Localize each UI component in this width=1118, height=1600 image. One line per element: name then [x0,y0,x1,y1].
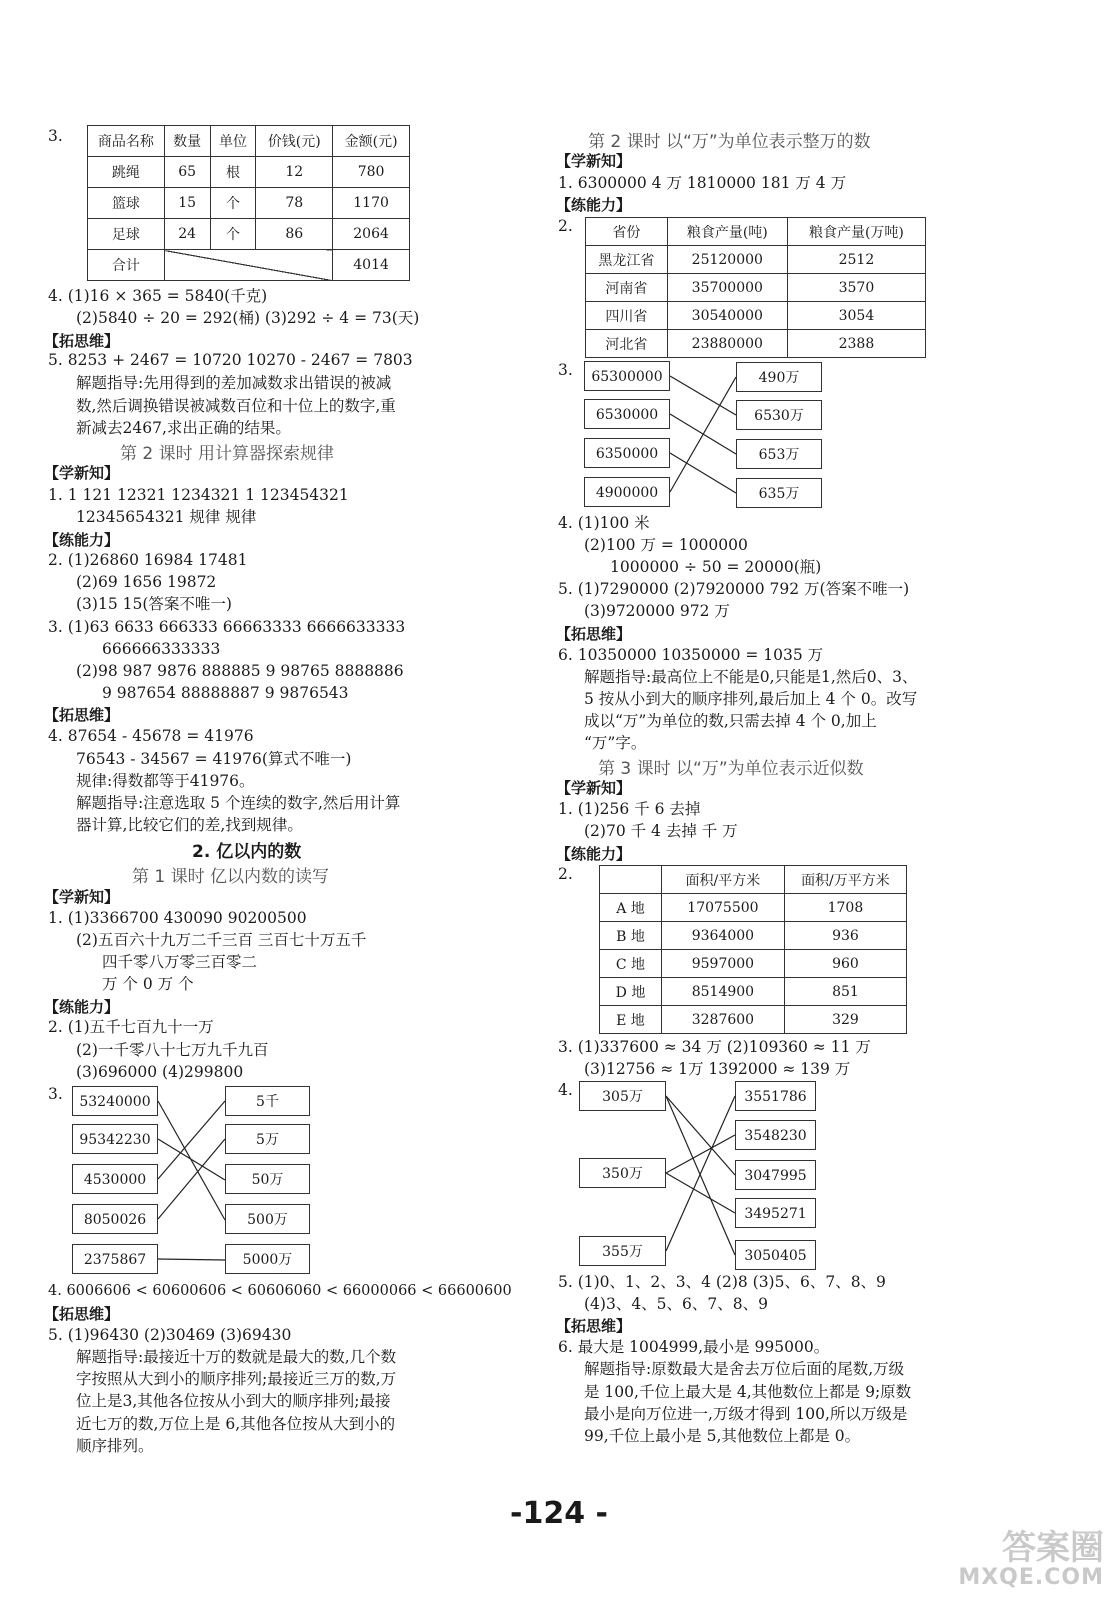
table-cell: 936 [784,922,906,950]
page-number: -124 - [510,1496,608,1531]
section-heading: 【学新知】 [44,888,120,906]
table-cell: 3054 [787,302,925,330]
section-heading: 【拓思维】 [556,1317,632,1335]
section-heading: 【拓思维】 [556,625,632,643]
text-line: 4. 87654 - 45678 = 41976 [48,727,254,745]
text-line: 解题指导:先用得到的差加减数求出错误的被减 [76,374,392,392]
match-line [666,1135,735,1173]
table-cell: 河南省 [586,274,668,302]
section-heading: 【练能力】 [556,196,632,214]
match-box-unit: 350万 [579,1158,666,1188]
text-line: 1. 1 121 12321 1234321 1 123454321 [48,486,349,504]
q3-label: 3. [48,127,63,145]
section-heading: 【练能力】 [44,531,120,549]
match-box-number: 3551786 [735,1081,816,1111]
lesson-title: 第 3 课时 以“万”为单位表示近似数 [598,759,864,779]
table-cell: 黑龙江省 [586,246,668,274]
text-line: (2)69 1656 19872 [76,573,217,591]
match-box-unit: 500万 [225,1204,310,1234]
match-box-unit: 5000万 [225,1244,310,1274]
table-cell: E 地 [600,1006,662,1034]
text-line: 1. (1)256 千 6 去掉 [558,800,701,818]
text-line: 2. [558,217,573,235]
text-line: 76543 - 34567 = 41976(算式不唯一) [76,750,352,768]
text-line: 5. (1)0、1、2、3、4 (2)8 (3)5、6、7、8、9 [558,1273,886,1291]
text-line: (3)9720000 972 万 [584,602,730,620]
table-cell: A 地 [600,894,662,922]
text-line: (2)5840 ÷ 20 = 292(桶) (3)292 ÷ 4 = 73(天) [76,309,420,327]
watermark [958,1530,1104,1590]
match-box-unit: 5千 [225,1086,310,1116]
match-box-unit: 305万 [579,1081,666,1111]
text-line: 5. 8253 + 2467 = 10720 10270 - 2467 = 7803 [48,351,413,369]
table-header: 粮食产量(万吨) [787,218,925,246]
table-cell: 9597000 [661,950,784,978]
text-line: (3)12756 ≈ 1万 1392000 ≈ 139 万 [584,1060,851,1078]
table-header: 商品名称 [88,126,165,157]
table-cell: 四川省 [586,302,668,330]
match-box-unit: 490万 [736,362,822,392]
text-line: 字按照从大到小的顺序排列;最接近三万的数,万 [76,1370,397,1388]
table-cell: 9364000 [661,922,784,950]
table-header: 面积/万平方米 [784,866,906,894]
table-cell: 2388 [787,330,925,358]
match-box-unit: 635万 [736,478,822,508]
table-cell: 329 [784,1006,906,1034]
section-heading: 【练能力】 [44,998,120,1016]
text-line: (2)五百六十九万二千三百 三百七十万五千 [76,931,367,949]
match-box-unit: 5万 [225,1124,310,1154]
table-cell: C 地 [600,950,662,978]
text-line: 位上是3,其他各位按从小到大的顺序排列;最接 [76,1392,391,1410]
table-cell: 篮球 [88,188,165,219]
table-cell: 个 [210,219,256,250]
table-cell: 12 [256,157,333,188]
text-line: 2. [558,865,573,883]
match-box-unit: 653万 [736,439,822,469]
table-cell: 8514900 [661,978,784,1006]
table-cell: 17075500 [661,894,784,922]
table-cell: 25120000 [667,246,787,274]
table-cell: 河北省 [586,330,668,358]
text-line: 5 按从小到大的顺序排列,最后加上 4 个 0。改写 [584,690,918,708]
text-line: 万 个 0 万 个 [102,975,194,993]
text-line: (4)3、4、5、6、7、8、9 [584,1295,768,1313]
table-cell: D 地 [600,978,662,1006]
match-line [666,1096,735,1175]
text-line: (3)696000 (4)299800 [76,1063,244,1081]
lesson-title: 第 1 课时 亿以内数的读写 [132,867,330,887]
table-cell: 960 [784,950,906,978]
text-line: 3. (1)337600 ≈ 34 万 (2)109360 ≈ 11 万 [558,1038,871,1056]
text-line: 4. (1)16 × 365 = 5840(千克) [48,287,268,305]
text-line: 顺序排列。 [76,1437,154,1455]
text-line: 3. [48,1085,63,1103]
text-line: 5. (1)96430 (2)30469 (3)69430 [48,1326,292,1344]
table-cell: 合计 [88,250,165,281]
table-cell: 跳绳 [88,157,165,188]
match-box-number: 3495271 [735,1198,816,1228]
table-cell: 3570 [787,274,925,302]
text-line: 666666333333 [102,640,221,658]
table-cell: 23880000 [667,330,787,358]
text-line: 5. (1)7290000 (2)7920000 792 万(答案不唯一) [558,580,910,598]
text-line: 1000000 ÷ 50 = 20000(瓶) [610,558,822,576]
table-cell: 根 [210,157,256,188]
match-line [666,1173,735,1213]
text-line: 4. (1)100 米 [558,514,650,532]
table-header: 粮食产量(吨) [667,218,787,246]
text-line: 解题指导:注意选取 5 个连续的数字,然后用计算 [76,794,401,812]
table-header: 单位 [210,126,256,157]
lesson-title: 第 2 课时 用计算器探索规律 [120,444,335,464]
match-box-number: 4900000 [584,477,670,507]
table-header: 价钱(元) [256,126,333,157]
section-heading: 【练能力】 [556,845,632,863]
match-box-number: 53240000 [72,1086,158,1116]
text-line: 规律:得数都等于41976。 [76,772,255,790]
text-line: 成以“万”为单位的数,只需去掉 4 个 0,加上 [584,712,877,730]
text-line: 3. [558,361,573,379]
text-line: 4. [558,1081,573,1099]
match-box-number: 3047995 [735,1160,816,1190]
match-box-number: 2375867 [72,1244,158,1274]
table-cell: 2064 [333,219,410,250]
text-line: (3)15 15(答案不唯一) [76,595,232,613]
table-cell: 78 [256,188,333,219]
table-header: 面积/平方米 [661,866,784,894]
text-line: 是 100,千位上最大是 4,其他数位上都是 9;原数 [584,1383,912,1401]
match-box-unit: 6530万 [736,400,822,430]
text-line: “万”字。 [584,734,647,752]
text-line: 最小是向万位进一,万级才得到 100,所以万级是 [584,1405,908,1423]
text-line: 3. (1)63 6633 666333 66663333 6666633333 [48,618,406,636]
table-cell: 24 [164,219,210,250]
table-cell: 2512 [787,246,925,274]
section-heading: 【学新知】 [556,779,632,797]
match-box-unit: 355万 [579,1236,666,1266]
match-box-number: 95342230 [72,1124,158,1154]
text-line: 6. 最大是 1004999,最小是 995000。 [558,1338,830,1356]
match-box-number: 65300000 [584,361,670,391]
watermark-logo: 答案圈 [1002,1528,1104,1568]
table-cell: 个 [210,188,256,219]
section-heading: 【拓思维】 [44,706,120,724]
table-header: 金额(元) [333,126,410,157]
match-box-number: 6350000 [584,438,670,468]
table-cell: 65 [164,157,210,188]
text-line: 近七万的数,万位上是 6,其他各位按从大到小的 [76,1415,396,1433]
text-line: 数,然后调换错误被减数百位和十位上的数字,重 [76,397,396,415]
table-cell: 足球 [88,219,165,250]
text-line: 新减去2467,求出正确的结果。 [76,419,291,437]
text-line: 解题指导:最接近十万的数就是最大的数,几个数 [76,1348,397,1366]
watermark-url: MXQE.COM [958,1565,1104,1590]
match-box-number: 3050405 [735,1240,816,1270]
text-line: (2)一千零八十七万九千九百 [76,1041,269,1059]
lesson-title: 第 2 课时 以“万”为单位表示整万的数 [588,132,871,152]
table-header: 省份 [586,218,668,246]
match-box-unit: 50万 [225,1164,310,1194]
text-line: 4. 6006606 < 60600606 < 60606060 < 66000066 < 66600600 [48,1283,512,1299]
match-box-number: 3548230 [735,1120,816,1150]
text-line: 1. 6300000 4 万 1810000 181 万 4 万 [558,174,847,192]
table-cell: B 地 [600,922,662,950]
table-cell: 86 [256,219,333,250]
text-line: 解题指导:原数最大是舍去万位后面的尾数,万级 [584,1360,905,1378]
section-heading: 【学新知】 [556,152,632,170]
table-cell: 35700000 [667,274,787,302]
text-line: 12345654321 规律 规律 [76,508,257,526]
text-line: 1. (1)3366700 430090 90200500 [48,909,307,927]
section-heading: 【拓思维】 [44,1305,120,1323]
table-cell: 1708 [784,894,906,922]
text-line: 6. 10350000 10350000 = 1035 万 [558,646,824,664]
table-cell: 4014 [333,250,410,281]
match-box-number: 8050026 [72,1204,158,1234]
section-heading: 【学新知】 [44,464,120,482]
text-line: 器计算,比较它们的差,找到规律。 [76,816,303,834]
text-line: (2)98 987 9876 888885 9 98765 8888886 [76,662,404,680]
table-header: 数量 [164,126,210,157]
table-cell: 1170 [333,188,410,219]
text-line: (2)70 千 4 去掉 千 万 [584,822,738,840]
table-cell: 15 [164,188,210,219]
match-box-number: 4530000 [72,1164,158,1194]
text-line: 四千零八万零三百零二 [102,953,258,971]
text-line: 2. (1)26860 16984 17481 [48,551,248,569]
match-box-number: 6530000 [584,399,670,429]
table-cell: 851 [784,978,906,1006]
text-line: (2)100 万 = 1000000 [584,536,748,554]
chapter-title: 2. 亿以内的数 [192,842,302,862]
table-cell: 30540000 [667,302,787,330]
section-heading: 【拓思维】 [44,332,120,350]
text-line: 99,千位上最小是 5,其他数位上都是 0。 [584,1427,861,1445]
text-line: 解题指导:最高位上不能是0,只能是1,然后0、3、 [584,668,918,686]
table-cell: 3287600 [661,1006,784,1034]
text-line: 9 987654 88888887 9 9876543 [102,684,349,702]
text-line: 2. (1)五千七百九十一万 [48,1018,214,1036]
table-cell: 780 [333,157,410,188]
